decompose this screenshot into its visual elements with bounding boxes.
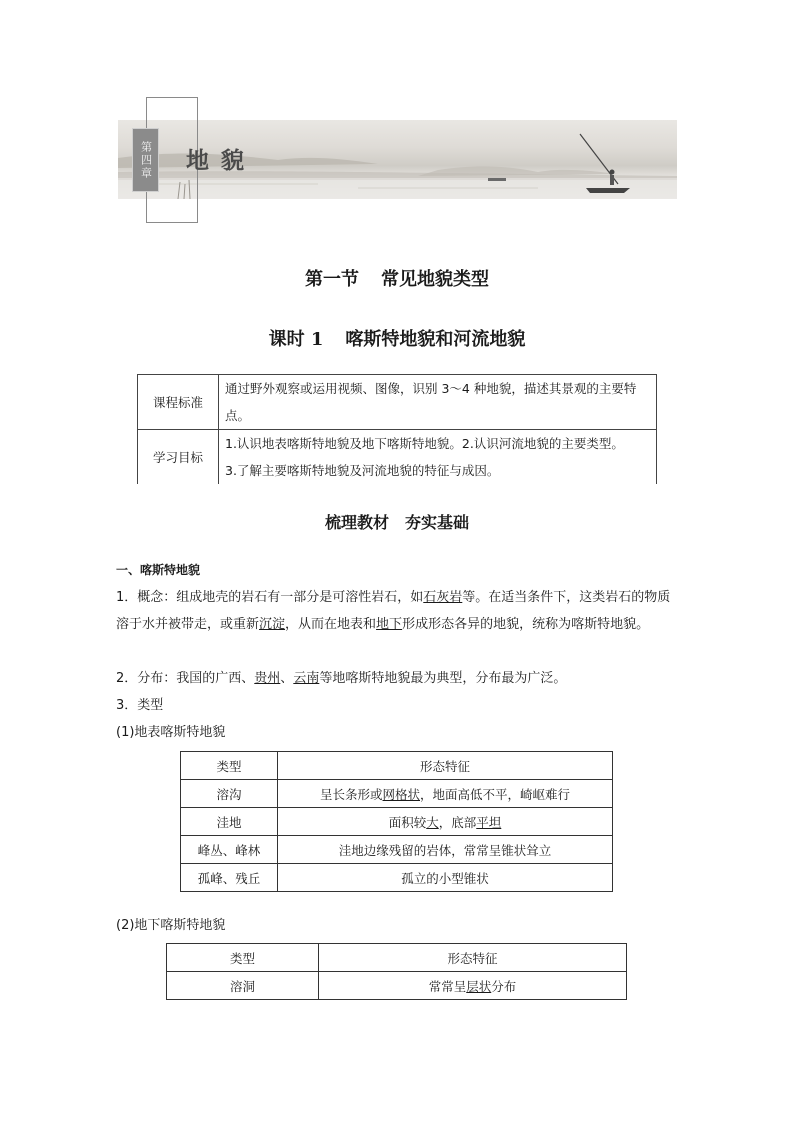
text-run: 形成形态各异的地貌，统称为喀斯特地貌。: [402, 617, 650, 632]
table-row: [138, 375, 657, 430]
column-header: 类型: [167, 944, 319, 972]
underground-karst-table: [166, 943, 627, 1000]
type-cell: 洼地: [181, 808, 278, 836]
type-cell: 孤峰、残丘: [181, 864, 278, 892]
feature-cell: 洼地边缘残留的岩体，常常呈锥状耸立: [278, 836, 613, 864]
text-run: 1．概念：组成地壳的岩石有一部分是可溶性岩石，如: [116, 590, 424, 605]
text-run: 2．分布：我国的广西、: [116, 671, 255, 686]
feature-cell: [278, 780, 613, 808]
table-row: [181, 780, 613, 808]
text-run: 、: [280, 671, 294, 686]
chapter-number: 第四章: [139, 140, 153, 180]
part-heading: 梳理教材 夯实基础: [324, 513, 469, 532]
answer-underline: 层状: [466, 978, 492, 994]
text-run: 呈长条形或: [319, 786, 383, 802]
types-heading: 3．类型: [116, 698, 164, 713]
type-cell: 溶洞: [167, 972, 319, 1000]
column-header: 形态特征: [278, 752, 613, 780]
column-header: 类型: [181, 752, 278, 780]
table-row: [181, 864, 613, 892]
course-info-table: [137, 374, 657, 484]
table-row: [138, 430, 657, 485]
text-run: 等地喀斯特地貌最为典型，分布最为广泛。: [319, 671, 567, 686]
type-cell: 峰丛、峰林: [181, 836, 278, 864]
text-run: 常常呈: [428, 978, 467, 994]
text-run: ，从而在地表和: [285, 617, 377, 632]
distribution-paragraph: [116, 665, 681, 692]
table-row: [181, 836, 613, 864]
text-run: ，底部: [438, 814, 477, 830]
karst-heading-text: 一、喀斯特地貌: [116, 563, 201, 577]
text-run: 面积较: [388, 814, 427, 830]
chapter-number-badge: [132, 128, 159, 192]
section-name: 常见地貌类型: [381, 269, 489, 290]
section-title: [0, 265, 794, 291]
answer-underline: 贵州: [254, 671, 281, 686]
karst-heading: [116, 557, 681, 584]
feature-cell: 孤立的小型锥状: [278, 864, 613, 892]
lesson-title: [0, 325, 794, 351]
standard-text: 通过野外观察或运用视频、图像，识别 3～4 种地貌，描述其景观的主要特点。: [219, 375, 657, 430]
goals-line: 3.了解主要喀斯特地貌及河流地貌的特征与成因。: [225, 463, 500, 478]
goals-text: [219, 430, 657, 485]
answer-underline: 大: [426, 814, 439, 830]
concept-paragraph: [116, 584, 681, 638]
column-header: 形态特征: [319, 944, 627, 972]
goals-label: 学习目标: [138, 430, 219, 485]
table-row: [181, 808, 613, 836]
surface-karst-table: [180, 751, 613, 892]
answer-underline: 网格状: [382, 786, 420, 802]
section-number: 第一节: [305, 269, 359, 290]
feature-cell: [319, 972, 627, 1000]
text-run: ，地面高低不平，崎岖难行: [420, 786, 571, 802]
feature-cell: [278, 808, 613, 836]
chapter-title: 地貌: [186, 148, 256, 174]
type-cell: 溶沟: [181, 780, 278, 808]
table-header-row: [167, 944, 627, 972]
answer-underline: 石灰岩: [423, 590, 463, 605]
answer-underline: 云南: [293, 671, 320, 686]
text-run: 等。在适当条件下，这类岩石的物质溶于水并被带走，或重新: [116, 590, 671, 632]
answer-underline: 地下: [376, 617, 403, 632]
lesson-name: 喀斯特地貌和河流地貌: [345, 329, 526, 350]
underground-karst-heading: (2)地下喀斯特地貌: [116, 918, 226, 933]
goals-line: 1.认识地表喀斯特地貌及地下喀斯特地貌。2.认识河流地貌的主要类型。: [225, 436, 624, 451]
answer-underline: 平坦: [476, 814, 502, 830]
table-header-row: [181, 752, 613, 780]
text-run: 分布: [491, 978, 517, 994]
answer-underline: 沉淀: [259, 617, 286, 632]
surface-karst-heading: (1)地表喀斯特地貌: [116, 725, 226, 740]
table-row: [167, 972, 627, 1000]
standard-label: 课程标准: [138, 375, 219, 430]
lesson-number: 课时 1: [268, 329, 324, 350]
